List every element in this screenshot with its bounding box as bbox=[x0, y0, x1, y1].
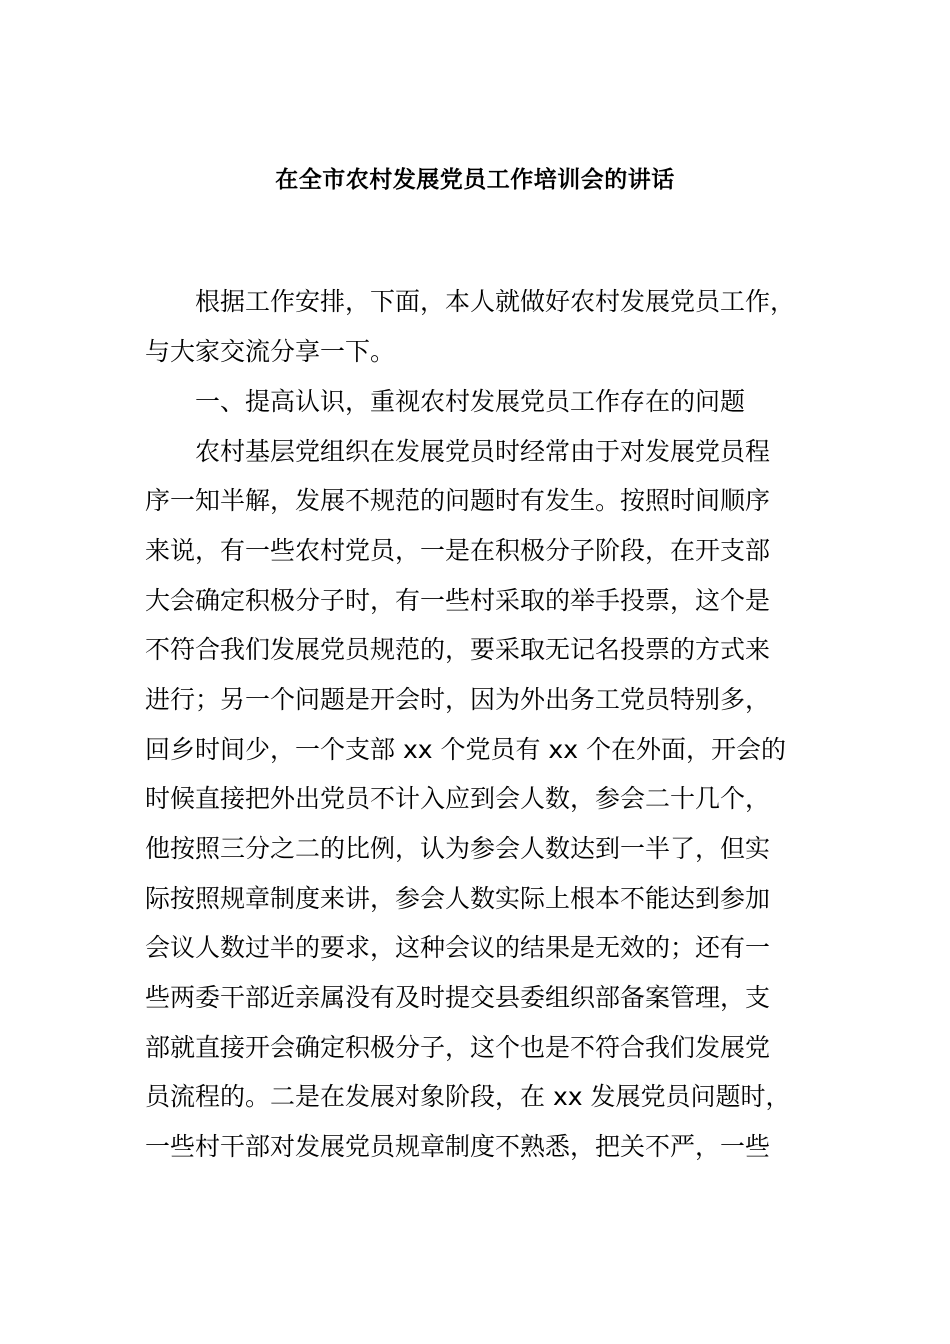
paragraph-line: 部就直接开会确定积极分子，这个也是不符合我们发展党 bbox=[145, 1033, 771, 1062]
paragraph-line: 际按照规章制度来讲，参会人数实际上根本不能达到参加 bbox=[145, 884, 771, 913]
section-heading: 一、提高认识，重视农村发展党员工作存在的问题 bbox=[195, 387, 746, 416]
paragraph-line: 不符合我们发展党员规范的，要采取无记名投票的方式来 bbox=[145, 635, 771, 664]
paragraph-line: 一些村干部对发展党员规章制度不熟悉，把关不严，一些 bbox=[145, 1132, 771, 1161]
paragraph-line: 会议人数过半的要求，这种会议的结果是无效的；还有一 bbox=[145, 933, 771, 962]
paragraph-line: 来说，有一些农村党员，一是在积极分子阶段，在开支部 bbox=[145, 536, 771, 565]
paragraph-line: 些两委干部近亲属没有及时提交县委组织部备案管理，支 bbox=[145, 983, 771, 1012]
paragraph-line: 时候直接把外出党员不计入应到会人数，参会二十几个， bbox=[145, 784, 771, 813]
paragraph-line: 与大家交流分享一下。 bbox=[145, 337, 396, 366]
paragraph-line: 农村基层党组织在发展党员时经常由于对发展党员程 bbox=[195, 437, 771, 466]
paragraph-line: 回乡时间少，一个支部 xx 个党员有 xx 个在外面，开会的 bbox=[145, 735, 786, 764]
document-title: 在全市农村发展党员工作培训会的讲话 bbox=[275, 167, 675, 193]
paragraph-line: 序一知半解，发展不规范的问题时有发生。按照时间顺序 bbox=[145, 486, 771, 515]
paragraph-line: 根据工作安排，下面，本人就做好农村发展党员工作， bbox=[195, 287, 796, 316]
paragraph-line: 进行；另一个问题是开会时，因为外出务工党员特别多， bbox=[145, 685, 771, 714]
paragraph-line: 员流程的。二是在发展对象阶段，在 xx 发展党员问题时， bbox=[145, 1082, 791, 1111]
paragraph-line: 大会确定积极分子时，有一些村采取的举手投票，这个是 bbox=[145, 586, 771, 615]
paragraph-line: 他按照三分之二的比例，认为参会人数达到一半了，但实 bbox=[145, 834, 771, 863]
